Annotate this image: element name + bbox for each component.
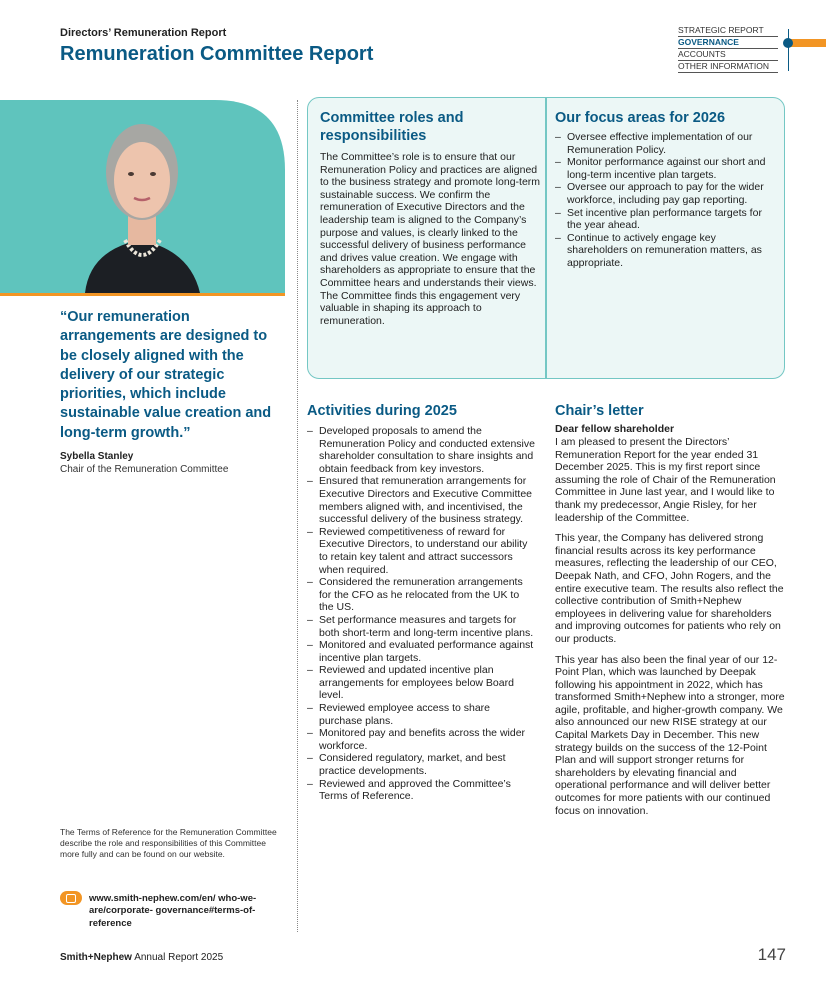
quote-author-name: Sybella Stanley: [60, 451, 134, 462]
section-nav: [678, 25, 778, 73]
list-item: – Reviewed and updated incentive plan arrangements for employees below Board level.: [307, 664, 535, 702]
section-kicker: Directors’ Remuneration Report: [60, 27, 227, 39]
quote-author-role: Chair of the Remuneration Committee: [60, 464, 229, 475]
list-item: – Oversee our approach to pay for the wider workforce, including pay gap reporting.: [555, 181, 770, 206]
portrait-illustration: [0, 100, 285, 293]
list-item: – Set performance measures and targets for both short-term and long-term incentive plans.: [307, 614, 535, 639]
nav-item-governance[interactable]: GOVERNANCE: [678, 37, 778, 49]
chair-letter-heading: Chair’s letter: [555, 403, 644, 419]
page-footer: [60, 952, 223, 963]
paragraph: This year has also been the final year of our 12-Point Plan, which was launched by Deepak following his appointment in 2022, which has transformed Smith+Nephew into a stronger, more agile, profitable, and higher-growth company. We also announced our new RISE strategy at our Capital Markets Day in December. This new strategy builds on the success of the 12-Point Plan and will support stronger returns for shareholders by elevating financial and operational performance and will deliver better outcomes for more patients with our continued focus on innovation.: [555, 653, 785, 817]
nav-active-marker: [788, 39, 826, 47]
activities-heading: Activities during 2025: [307, 403, 457, 419]
list-item: – Reviewed competitiveness of reward for Executive Directors, to understand our ability to retain key talent and attract successors when required.: [307, 526, 535, 576]
focus-heading: Our focus areas for 2026: [555, 110, 726, 126]
list-item: – Monitor performance against our short and long-term incentive plan targets.: [555, 156, 770, 181]
page-title: Remuneration Committee Report: [60, 43, 374, 65]
portrait-face: [114, 142, 170, 218]
list-item: – Considered the remuneration arrangements for the CFO as he relocated from the UK to the US.: [307, 576, 535, 614]
paragraph: I am pleased to present the Directors’ Remuneration Report for the year ended 31 December 2025. This is my first report since assuming the role of Chair of the Remuneration Committee in June last year, and I would like to thank my predecessor, Angie Risley, for her leadership of the Committee.: [555, 436, 776, 524]
nav-item-accounts[interactable]: ACCOUNTS: [678, 49, 778, 61]
nav-track: [788, 29, 789, 71]
footer-brand: Smith+Nephew: [60, 952, 132, 963]
pull-quote: “Our remuneration arrangements are designed to be closely aligned with the delivery of our strategic priorities, which include sustainable value creation and long-term growth.”: [60, 309, 272, 441]
list-item: – Monitored pay and benefits across the wider workforce.: [307, 727, 535, 752]
list-item: – Ensured that remuneration arrangements for Executive Directors and Executive Committee members aligned with, and incentivised, the successful delivery of the business strategy.: [307, 475, 535, 525]
nav-item-other-information[interactable]: OTHER INFORMATION: [678, 61, 778, 73]
focus-list: [555, 131, 770, 270]
chair-letter-body: [555, 436, 787, 825]
chair-portrait: [0, 100, 285, 293]
panel-divider: [545, 97, 547, 379]
list-item: – Considered regulatory, market, and best practice developments.: [307, 752, 535, 777]
list-item: – Developed proposals to amend the Remuneration Policy and conducted extensive shareholder consultation to share insights and obtain feedback from key investors.: [307, 425, 535, 475]
nav-active-dot: [783, 38, 793, 48]
footer-report: Annual Report 2025: [134, 952, 224, 963]
paragraph: This year, the Company has delivered strong financial results across its key performance measures, reflecting the leadership of our CEO, Deepak Nath, and CFO, John Rogers, and the entire executive team. The results also reflect the collective contribution of Smith+Nephew employees in delivering value for shareholders and improving outcomes for patients who rely on our products.: [555, 532, 784, 645]
activities-list: [307, 425, 535, 803]
roles-body: The Committee’s role is to ensure that our Remuneration Policy and practices are aligned to the business strategy and promote long-term sustainable success. We confirm the remuneration of Executive Directors and the leadership team is aligned to the Company’s purpose and values, is clearly linked to the successful delivery of business performance and drives value creation. We engage with shareholders as appropriate to ensure that the Committee hears and understands their views. The Committee finds this engagement very valuable in shaping its approach to remuneration.: [320, 151, 541, 327]
list-item: – Oversee effective implementation of our Remuneration Policy.: [555, 131, 770, 156]
roles-heading: Committee roles and responsibilities: [320, 110, 464, 144]
list-item: – Monitored and evaluated performance against incentive plan targets.: [307, 639, 535, 664]
list-item: – Reviewed employee access to share purchase plans.: [307, 702, 535, 727]
orange-divider: [0, 293, 285, 296]
nav-item-strategic-report[interactable]: STRATEGIC REPORT: [678, 25, 778, 37]
chair-letter-salutation: Dear fellow shareholder: [555, 423, 675, 435]
web-link-icon: [60, 891, 82, 905]
list-item: – Set incentive plan performance targets for the year ahead.: [555, 207, 770, 232]
list-item: – Continue to actively engage key shareholders on remuneration matters, as appropriate.: [555, 232, 770, 270]
list-item: – Reviewed and approved the Committee’s Terms of Reference.: [307, 778, 535, 803]
terms-of-reference-note: The Terms of Reference for the Remuneration Committee describe the role and responsibilities of this Committee more fully and can be found on our website.: [60, 827, 277, 859]
terms-of-reference-link[interactable]: www.smith-nephew.com/en/ who-we-are/corporate- governance#terms-of-reference: [89, 893, 257, 929]
page-number: 147: [757, 945, 786, 964]
column-divider: [297, 100, 298, 932]
